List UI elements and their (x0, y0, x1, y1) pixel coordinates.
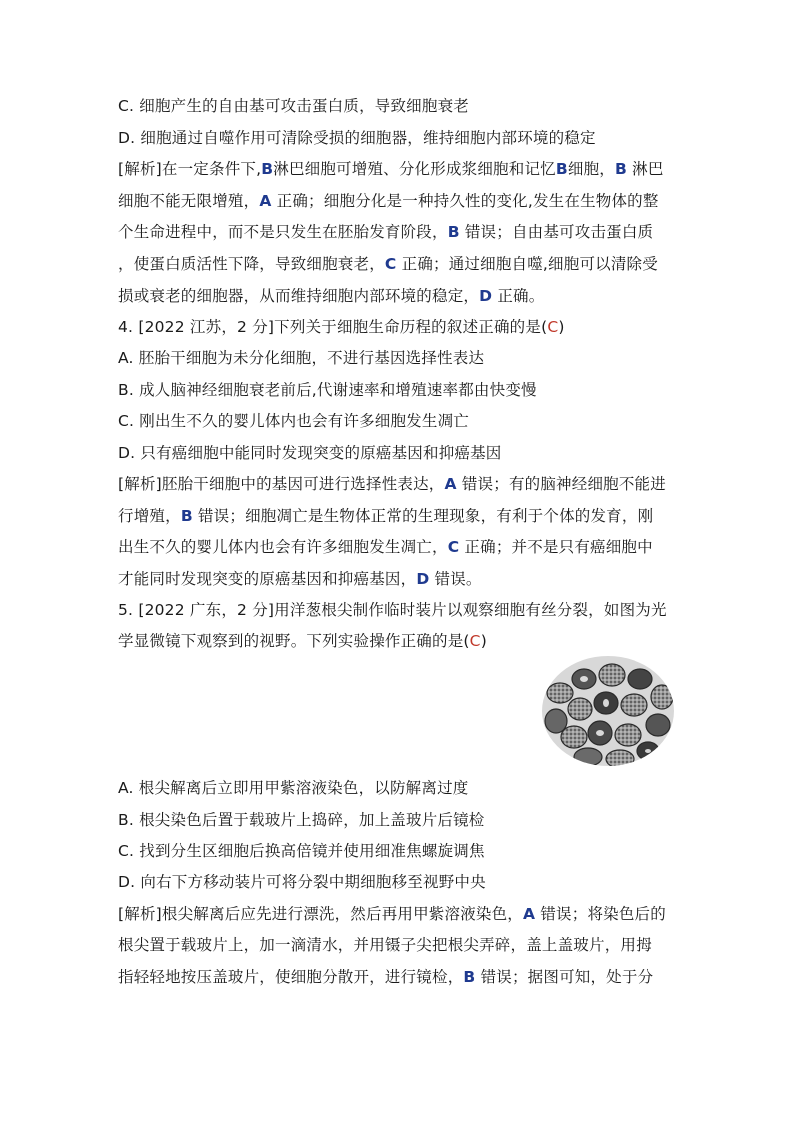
q4-explanation-line-3: 出生不久的婴儿体内也会有许多细胞发生凋亡，C 正确；并不是只有癌细胞中 (118, 538, 653, 556)
q5-stem-line-1: 5. [2022 广东，2 分]用洋葱根尖制作临时装片以观察细胞有丝分裂，如图为光 (118, 601, 667, 619)
onion-root-tip-cells (538, 653, 678, 769)
q4-explanation-line-2: 行增殖，B 错误；细胞凋亡是生物体正常的生理现象，有利于个体的发育，刚 (118, 507, 654, 525)
q3-explanation-line-4: ，使蛋白质活性下降，导致细胞衰老，C 正确；通过细胞自噬,细胞可以清除受 (118, 255, 658, 273)
q5-option-a: A. 根尖解离后立即用甲紫溶液染色，以防解离过度 (118, 779, 469, 797)
q4-answer: C (547, 318, 559, 336)
q5-option-d: D. 向右下方移动装片可将分裂中期细胞移至视野中央 (118, 873, 486, 891)
q4-option-b: B. 成人脑神经细胞衰老前后,代谢速率和增殖速率都由快变慢 (118, 381, 537, 399)
q4-option-c: C. 刚出生不久的婴儿体内也会有许多细胞发生凋亡 (118, 412, 469, 430)
q4-option-d: D. 只有癌细胞中能同时发现突变的原癌基因和抑癌基因 (118, 444, 502, 462)
q5-explanation-line-2: 根尖置于载玻片上，加一滴清水，并用镊子尖把根尖弄碎，盖上盖玻片，用拇 (118, 936, 652, 954)
q5-answer: C (469, 632, 481, 650)
q5-explanation-line-1: [解析]根尖解离后应先进行漂洗，然后再用甲紫溶液染色，A 错误；将染色后的 (118, 905, 666, 923)
q3-explanation-line-5: 损或衰老的细胞器，从而维持细胞内部环境的稳定，D 正确。 (118, 287, 545, 305)
q3-explanation-line-3: 个生命进程中，而不是只发生在胚胎发育阶段，B 错误；自由基可攻击蛋白质 (118, 223, 654, 241)
q4-stem: 4. [2022 江苏，2 分]下列关于细胞生命历程的叙述正确的是(C) (118, 318, 565, 336)
q4-explanation-line-1: [解析]胚胎干细胞中的基因可进行选择性表达，A 错误；有的脑神经细胞不能进 (118, 475, 666, 493)
q3-explanation-line-1: [解析]在一定条件下,B淋巴细胞可增殖、分化形成浆细胞和记忆B细胞，B 淋巴 (118, 160, 664, 178)
q4-explanation-line-4: 才能同时发现突变的原癌基因和抑癌基因，D 错误。 (118, 570, 482, 588)
microscope-field-image (538, 653, 678, 769)
q3-explanation-line-2: 细胞不能无限增殖，A 正确；细胞分化是一种持久性的变化,发生在生物体的整 (118, 192, 659, 210)
q5-stem-line-2: 学显微镜下观察到的视野。下列实验操作正确的是(C) (118, 632, 487, 650)
q5-explanation-line-3: 指轻轻地按压盖玻片，使细胞分散开，进行镜检，B 错误；据图可知，处于分 (118, 968, 654, 986)
q5-option-c: C. 找到分生区细胞后换高倍镜并使用细准焦螺旋调焦 (118, 842, 485, 860)
q4-option-a: A. 胚胎干细胞为未分化细胞，不进行基因选择性表达 (118, 349, 485, 367)
q3-option-c: C. 细胞产生的自由基可攻击蛋白质，导致细胞衰老 (118, 97, 469, 115)
q5-option-b: B. 根尖染色后置于载玻片上捣碎，加上盖玻片后镜检 (118, 811, 485, 829)
q3-option-d: D. 细胞通过自噬作用可清除受损的细胞器，维持细胞内部环境的稳定 (118, 129, 596, 147)
